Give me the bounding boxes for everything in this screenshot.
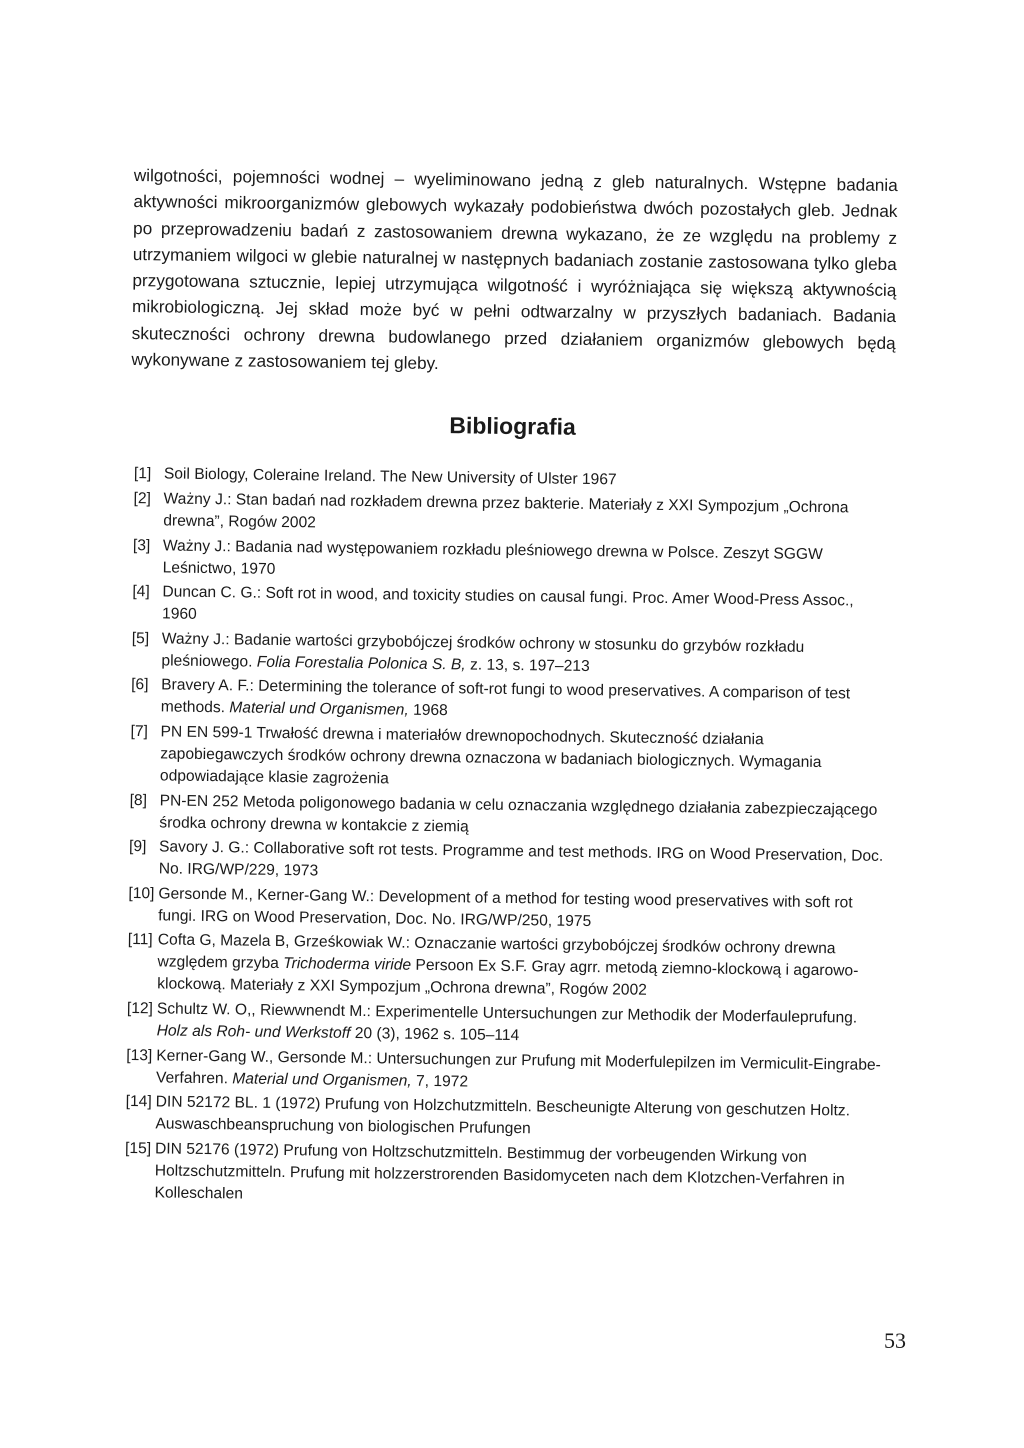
reference-number: [3] <box>132 536 151 554</box>
reference-number: [6] <box>131 676 149 694</box>
reference-number: [15] <box>124 1139 152 1157</box>
reference-number: [1] <box>133 465 152 483</box>
reference-text: Ważny J.: Badania nad występowaniem rozkładu pleśniowego drewna w Polsce. Zeszyt SGGW Leśnictwo, 1970 <box>162 536 823 578</box>
bibliography-item <box>123 929 888 1005</box>
reference-text: Gersonde M., Kerner-Gang W.: Development of a method for testing wood preservatives with soft rot fungi. IRG on Wood Preservation, Doc. No. IRG/WP/250, 1975 <box>158 885 853 930</box>
reference-number: [2] <box>133 489 152 508</box>
reference-text: Savory J. G.: Collaborative soft rot tests. Programme and test methods. IRG on Wood Preservation, Doc. No. IRG/WP/229, 1973 <box>158 838 884 880</box>
reference-number: [7] <box>130 722 148 741</box>
bibliography-item <box>122 998 887 1052</box>
bibliography-item <box>121 1091 886 1145</box>
reference-text: DIN 52172 BL. 1 (1972) Prufung von Holzchutzmitteln. Bescheunigte Alterung von geschutzen Holtz. Auswaschbeanspruchung von biologischen Prufungen <box>155 1093 851 1138</box>
bibliography-item <box>125 836 890 890</box>
bibliography-item <box>127 674 892 728</box>
bibliography-item <box>128 581 893 635</box>
reference-text: DIN 52176 (1972) Prufung von Holtzschutzmitteln. Bestimmug der vorbeugenden Wirkung von Holtzschutzmitteln. Prufung mit holzzerstrorenden Basidomyceten nach dem Klotzchen-Verfahren in Kolleschalen <box>154 1140 845 1203</box>
reference-text: Kerner-Gang W., Gersonde M.: Untersuchungen zur Prufung mit Moderfulepilzen im Vermiculit-Eingrabe-Verfahren. Material und Organismen, 7, 1972 <box>155 1046 881 1090</box>
bibliography-heading: Bibliografia <box>449 412 576 441</box>
page-number: 53 <box>884 1328 906 1353</box>
page-content <box>120 162 898 1216</box>
bibliography-item <box>127 628 892 682</box>
reference-number: [4] <box>132 583 150 601</box>
reference-number: [5] <box>131 629 150 647</box>
reference-number: [9] <box>128 838 147 856</box>
body-paragraph: wilgotności, pojemności wodnej – wyeliminowano jedną z gleb naturalnych. Wstępne badania aktywności mikroorganizmów glebowych wykazały podobieństwa dwóch pozostałych gleb. Jednak po przeprowadzeniu badań z zastosowaniem drewna wykazano, że ze względu na problemy z utrzymaniem wilgoci w glebie naturalnej w następnych badaniach zostanie zastosowana tylko gleba przygotowana sztucznie, lepiej utrzymująca wilgotność i wyróżniająca się większą aktywnością mikrobiologiczną. Jej skład może być w pełni odtwarzalny w przyszłych badaniach. Badania skuteczności ochrony drewna budowlanego przed działaniem organizmów glebowych będą wykonywane z zastosowaniem tej gleby. <box>131 164 898 374</box>
reference-text: Cofta G, Mazela B, Grześkowiak W.: Oznaczanie wartości grzybobójczej środków ochrony drewna względem grzyba Trichoderma viride Persoon Ex S.F. Gray agrr. metodą ziemno-klockową i agarowo-klockową. Materiały z XXI Sympozjum „Ochrona drewna”, Rogów 2002 <box>157 931 859 1000</box>
reference-text: Duncan C. G.: Soft rot in wood, and toxicity studies on causal fungi. Proc. Amer Wood-Press Assoc., 1960 <box>161 583 854 624</box>
reference-number: [13] <box>126 1046 153 1064</box>
bibliography-item <box>129 535 894 589</box>
reference-number: [8] <box>129 791 148 809</box>
reference-number: [11] <box>127 931 153 949</box>
reference-number: [10] <box>128 884 155 903</box>
reference-text: Soil Biology, Coleraine Ireland. The New University of Ulster 1967 <box>163 465 617 489</box>
bibliography-list <box>120 463 894 1213</box>
bibliography-item <box>125 789 890 843</box>
bibliography-item <box>129 488 894 542</box>
reference-number: [12] <box>126 999 154 1018</box>
bibliography-item <box>124 883 889 937</box>
bibliography-item <box>126 721 891 797</box>
reference-text: Ważny J.: Stan badań nad rozkładem drewna przez bakterie. Materiały z XXI Sympozjum „Ochrona drewna”, Rogów 2002 <box>163 490 849 532</box>
reference-text: Ważny J.: Badanie wartości grzybobójczej środków ochrony w stosunku do grzybów rozkładu pleśniowego. Folia Forestalia Polonica S. B, z. 13, s. 197–213 <box>161 630 805 675</box>
bibliography-item <box>120 1138 885 1214</box>
reference-text: Bravery A. F.: Determining the tolerance of soft-rot fungi to wood preservatives. A comparison of test methods. Material und Organismen, 1968 <box>160 676 851 720</box>
reference-text: Schultz W. O,, Riewwnendt M.: Experimentelle Untersuchungen zur Methodik der Moderfauleprufung. Holz als Roh- und Werkstoff 20 (3), 1962 s. 105–114 <box>156 1000 858 1045</box>
reference-number: [14] <box>125 1093 152 1111</box>
reference-text: PN-EN 252 Metoda poligonowego badania w celu oznaczania względnego działania zabezpieczającego środka ochrony drewna w kontakcie z ziemią <box>159 791 878 835</box>
bibliography-item <box>122 1044 887 1098</box>
reference-text: PN EN 599-1 Trwałość drewna i materiałów drewnopochodnych. Skuteczność działania zapobiegawczych środków ochrony drewna oznaczona w badaniach biologicznych. Wymagania odpowiadające klasie zagrożenia <box>159 723 822 788</box>
